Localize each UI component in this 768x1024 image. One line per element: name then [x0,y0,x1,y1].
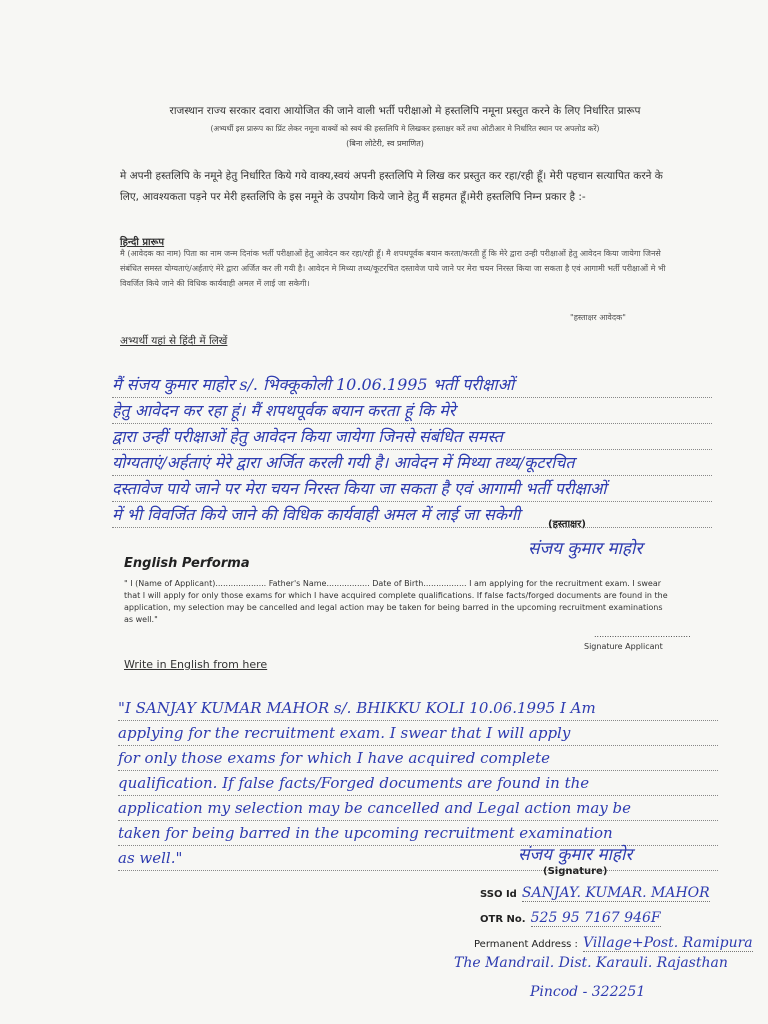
hindi-signature: संजय कुमार माहोर [528,539,643,559]
declaration-text: मे अपनी हस्तलिपि के नमूने हेतु निर्धारित किये गये वाक्य,स्वयं अपनी हस्तलिपि मे लिख कर प्रस्तुत कर रहा/रही हूँ। मेरी पहचान सत्यापित करने के लिए, आवश्यकता पड़ने पर मेरी हस्तलिपि के इस नमूने के उपयोग किये जाने हेतु मैं सहमत हूँ।मेरी हस्तलिपि निम्न प्रकार है :- [120,170,663,203]
english-performa-heading: English Performa [124,556,250,571]
english-performa-body: " I (Name of Applicant).................... Father's Name................. Date of Birth................. I am applying for the recruitment exam. I swear that I will apply for only those exams for which I have acquired complete qualifications. If false facts/forged documents are found in the application, my selection may be cancelled and legal action may be taken for being barred in the upcoming recruitment examinations as well." [124,579,668,624]
signature-dotted-line: ...................................... [594,630,691,639]
hindi-write-heading: अभ्यर्थी यहां से हिंदी में लिखें [120,335,228,347]
otr-no-field [480,907,661,926]
form-title: राजस्थान राज्य सरकार दवारा आयोजित की जाने वाली भर्ती परीक्षाओ मे हस्तलिपि नमूना प्रस्तुत करने के लिए निर्धारित प्रारूप [169,105,641,117]
signature-applicant-label: Signature Applicant [584,642,663,651]
handwriting-line: application my selection may be cancelled and Legal action may be [118,796,718,821]
hindi-handwriting-area [112,372,712,528]
handwriting-line: "I SANJAY KUMAR MAHOR s/. BHIKKU KOLI 10.06.1995 I Am [118,696,718,721]
english-write-heading: Write in English from here [124,658,268,671]
form-subtitle-2: (बिना लोटेरी, स्व प्रमाणित) [346,139,424,148]
handwriting-line: में भी विवर्जित किये जाने की विधिक कार्यवाही अमल में लाई जा सकेगी [112,502,712,528]
sso-id-label: SSO Id [480,889,517,900]
address-line-2: The Mandrail. Dist. Karauli. Rajasthan [454,955,728,971]
hindi-performa-heading: हिन्दी प्रारूप [120,237,165,248]
otr-no-value: 525 95 7167 946F [530,910,661,926]
address-label: Permanent Address : [474,939,578,950]
handwriting-line: for only those exams for which I have acquired complete [118,746,718,771]
handwriting-line: हेतु आवेदन कर रहा हूं। मैं शपथपूर्वक बयान करता हूं कि मेरे [112,398,712,424]
handwriting-line: मैं संजय कुमार माहोर s/. भिक्कूकोली 10.06.1995 भर्ती परीक्षाओं [112,372,712,398]
sso-id-field [480,882,710,901]
handwriting-line: taken for being barred in the upcoming recruitment examination [118,821,718,846]
pincode: Pincod - 322251 [530,984,646,1000]
signature-label: (Signature) [543,866,608,877]
handwriting-line: qualification. If false facts/Forged documents are found in the [118,771,718,796]
handwriting-line: as well." [118,846,718,871]
otr-no-label: OTR No. [480,914,526,925]
address-line-1: Village+Post. Ramipura [583,935,753,951]
hindi-performa-body: मै (आवेदक का नाम) पिता का नाम जन्म दिनांक भर्ती परीक्षाओं हेतु आवेदन कर रहा/रही हूँ। मै शपथपूर्वक बयान करता/करती हूँ कि मेरे द्वारा उन्ही परीक्षाओं हेतु आवेदन किया जायेगा जिनसे संबंधित समस्त योग्यताएं/अर्हताएं मेरे द्वारा अर्जित कर ली गयी है। आवेदन मे मिथ्या तथ्य/कूटरचित दस्तावेज पाये जाने पर मेरा चयन निरस्त किया जा सकता है एवं आगामी भर्ती परीक्षाओं मे भी विवर्जित किये जाने की विधिक कार्यवाही अमल में लाई जा सकेगी। [120,249,666,288]
handwriting-line: applying for the recruitment exam. I swear that I will apply [118,721,718,746]
form-subtitle: (अभ्यर्थी इस प्रारूप का प्रिंट लेकर नमूना वाक्यों को स्वयं की हस्तलिपि मे लिखकर हस्ताक्षर करें तथा ओटीआर मे निर्धारित स्थान पर अपलोड करें) [210,124,600,133]
hindi-performa-signature-label: "हस्ताक्षर आवेदक" [570,313,626,322]
handwriting-line: द्वारा उन्हीं परीक्षाओं हेतु आवेदन किया जायेगा जिनसे संबंधित समस्त [112,424,712,450]
hindi-signature-label: (हस्ताक्षर) [548,519,586,530]
handwriting-line: दस्तावेज पाये जाने पर मेरा चयन निरस्त किया जा सकता है एवं आगामी भर्ती परीक्षाओं [112,476,712,502]
address-field [474,932,753,951]
handwriting-line: योग्यताएं/अर्हताएं मेरे द्वारा अर्जित करली गयी है। आवेदन में मिथ्या तथ्य/कूटरचित [112,450,712,476]
english-signature: संजय कुमार माहोर [518,845,633,865]
sso-id-value: SANJAY. KUMAR. MAHOR [521,885,710,901]
